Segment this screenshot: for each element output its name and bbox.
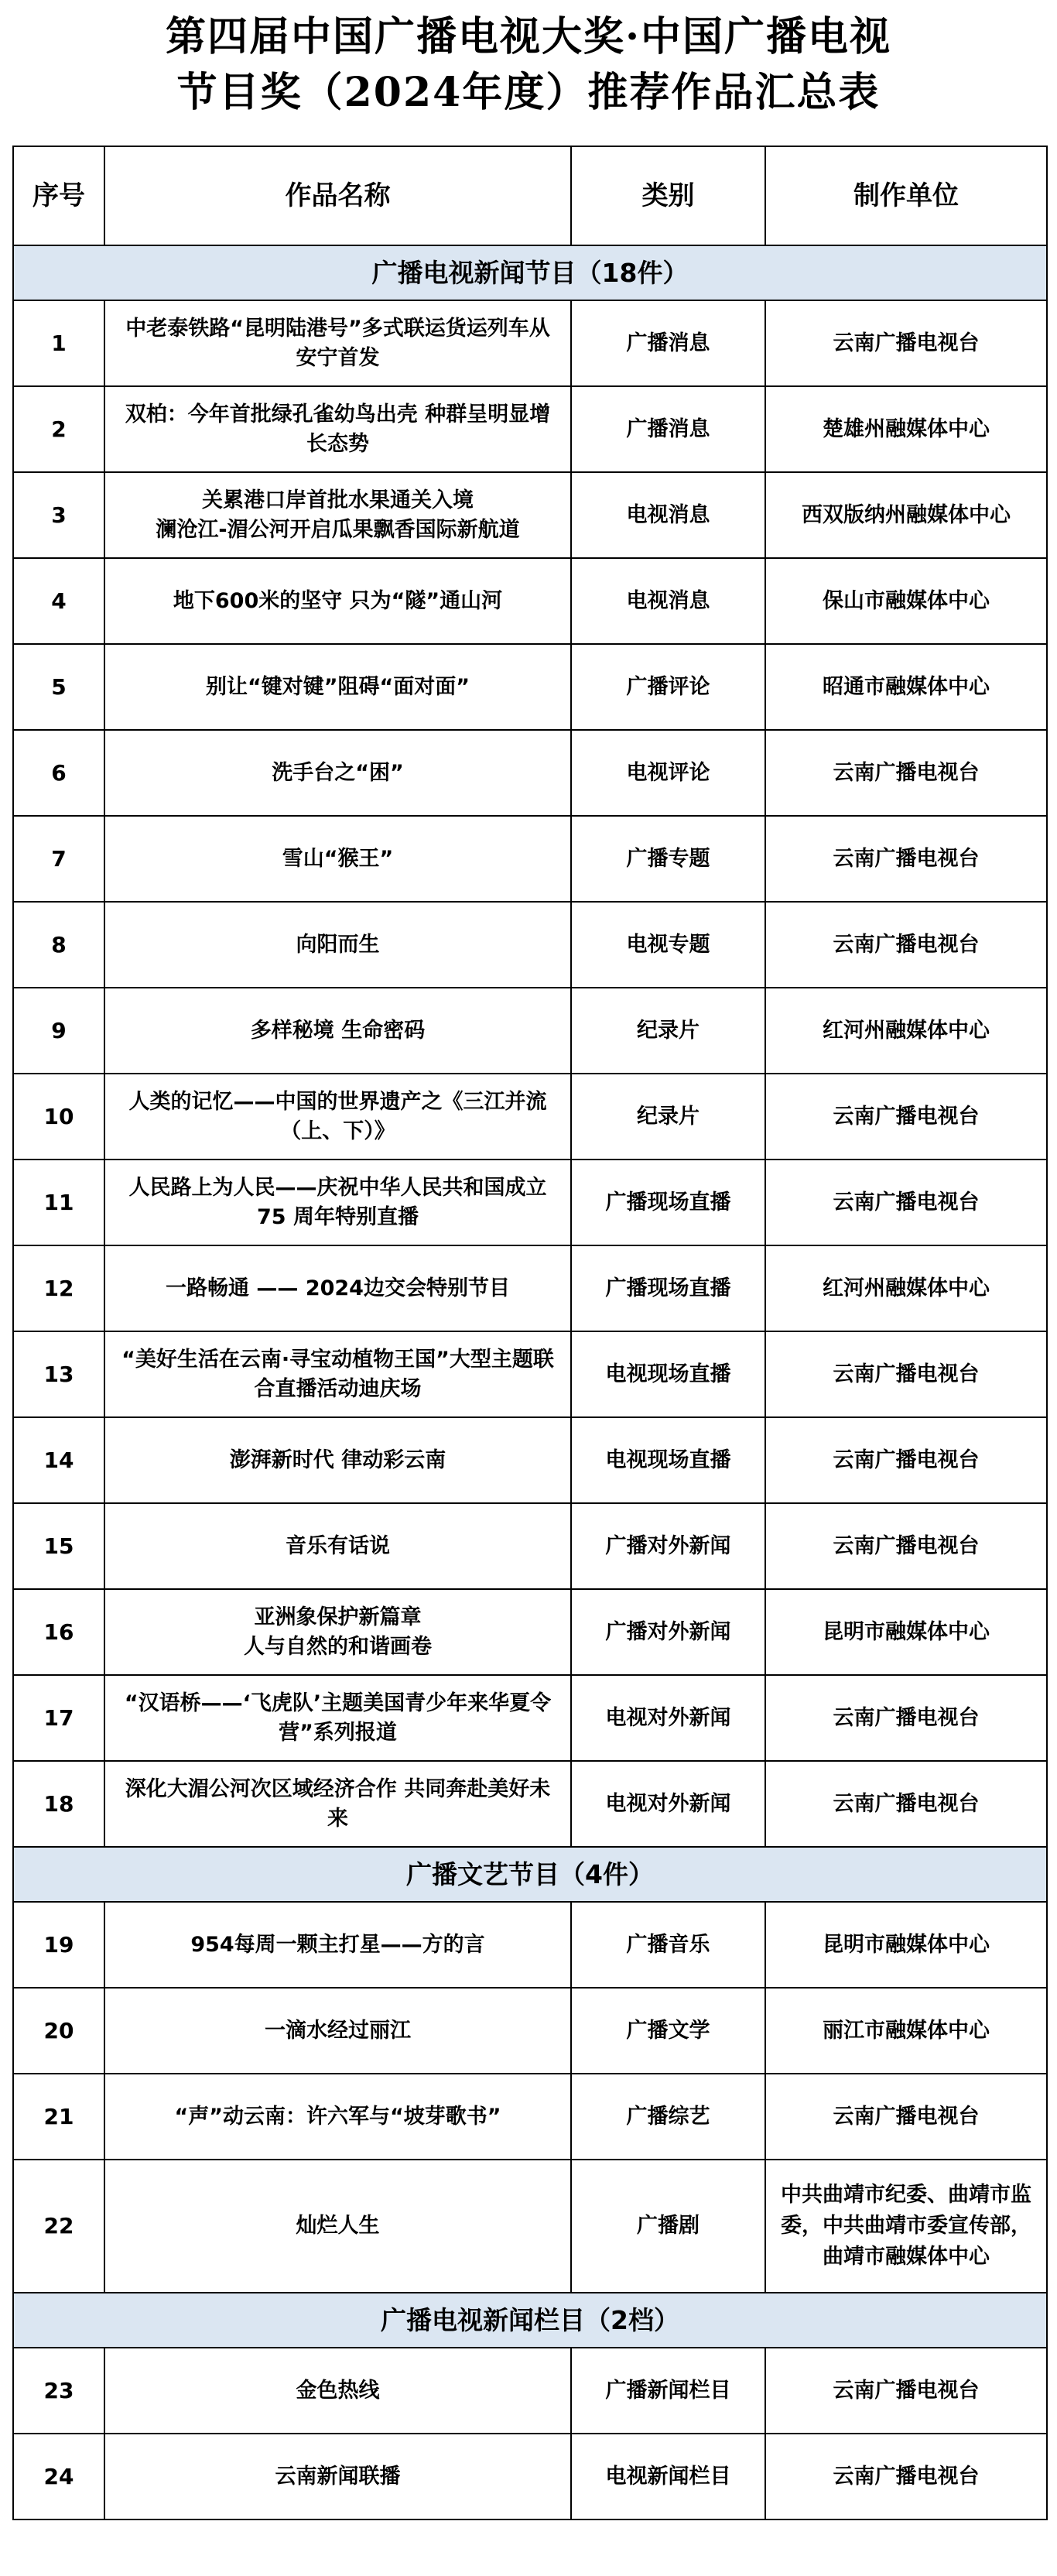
cell-category: 广播现场直播 — [571, 1160, 765, 1245]
cell-category: 广播对外新闻 — [571, 1589, 765, 1675]
cell-producer: 云南广播电视台 — [765, 730, 1047, 816]
cell-name: 一路畅通 —— 2024边交会特别节目 — [104, 1245, 571, 1331]
cell-producer: 丽江市融媒体中心 — [765, 1988, 1047, 2074]
cell-category: 广播文学 — [571, 1988, 765, 2074]
cell-category: 电视对外新闻 — [571, 1761, 765, 1847]
table-row — [13, 988, 1047, 1074]
cell-name: 双柏：今年首批绿孔雀幼鸟出壳 种群呈明显增长态势 — [104, 386, 571, 472]
cell-no: 14 — [13, 1417, 104, 1503]
cell-producer: 云南广播电视台 — [765, 1331, 1047, 1417]
table-row — [13, 644, 1047, 730]
header-category: 类别 — [571, 146, 765, 245]
header-name: 作品名称 — [104, 146, 571, 245]
table-row — [13, 2074, 1047, 2160]
section-title: 广播电视新闻节目（18件） — [13, 245, 1047, 300]
cell-producer: 昆明市融媒体中心 — [765, 1589, 1047, 1675]
table-row — [13, 472, 1047, 558]
cell-name: “声”动云南：许六军与“坡芽歌书” — [104, 2074, 571, 2160]
table-row — [13, 558, 1047, 644]
table-row — [13, 1160, 1047, 1245]
cell-no: 4 — [13, 558, 104, 644]
cell-no: 12 — [13, 1245, 104, 1331]
table-row — [13, 1988, 1047, 2074]
cell-name: 一滴水经过丽江 — [104, 1988, 571, 2074]
table-row — [13, 2434, 1047, 2519]
cell-producer: 云南广播电视台 — [765, 1761, 1047, 1847]
table-row — [13, 1417, 1047, 1503]
cell-name: 地下600米的坚守 只为“隧”通山河 — [104, 558, 571, 644]
cell-producer: 楚雄州融媒体中心 — [765, 386, 1047, 472]
title-line-1: 第四届中国广播电视大奖·中国广播电视 — [165, 13, 892, 60]
cell-producer: 红河州融媒体中心 — [765, 1245, 1047, 1331]
cell-name: 灿烂人生 — [104, 2160, 571, 2293]
cell-producer: 云南广播电视台 — [765, 2074, 1047, 2160]
cell-name: 深化大湄公河次区域经济合作 共同奔赴美好未来 — [104, 1761, 571, 1847]
cell-no: 6 — [13, 730, 104, 816]
cell-no: 1 — [13, 300, 104, 386]
cell-no: 5 — [13, 644, 104, 730]
cell-name: 洗手台之“困” — [104, 730, 571, 816]
cell-no: 13 — [13, 1331, 104, 1417]
cell-producer: 昭通市融媒体中心 — [765, 644, 1047, 730]
section-header-row — [13, 2293, 1047, 2348]
table-row — [13, 1074, 1047, 1160]
cell-producer: 云南广播电视台 — [765, 1074, 1047, 1160]
cell-producer: 云南广播电视台 — [765, 1160, 1047, 1245]
table-row — [13, 300, 1047, 386]
table-row — [13, 902, 1047, 988]
cell-no: 11 — [13, 1160, 104, 1245]
cell-no: 15 — [13, 1503, 104, 1589]
cell-name: 954每周一颗主打星——方的言 — [104, 1902, 571, 1988]
cell-producer: 保山市融媒体中心 — [765, 558, 1047, 644]
cell-no: 18 — [13, 1761, 104, 1847]
cell-no: 20 — [13, 1988, 104, 2074]
cell-name: 人类的记忆——中国的世界遗产之《三江并流（上、下）》 — [104, 1074, 571, 1160]
cell-category: 广播评论 — [571, 644, 765, 730]
cell-category: 纪录片 — [571, 1074, 765, 1160]
cell-name: “美好生活在云南·寻宝动植物王国”大型主题联合直播活动迪庆场 — [104, 1331, 571, 1417]
table-row — [13, 386, 1047, 472]
cell-category: 电视专题 — [571, 902, 765, 988]
cell-producer: 云南广播电视台 — [765, 1503, 1047, 1589]
cell-name: 多样秘境 生命密码 — [104, 988, 571, 1074]
header-no: 序号 — [13, 146, 104, 245]
cell-name: 雪山“猴王” — [104, 816, 571, 902]
cell-name: 中老泰铁路“昆明陆港号”多式联运货运列车从安宁首发 — [104, 300, 571, 386]
table-row — [13, 1503, 1047, 1589]
nominations-table — [12, 146, 1048, 2520]
cell-category: 电视现场直播 — [571, 1331, 765, 1417]
cell-no: 10 — [13, 1074, 104, 1160]
cell-name: 金色热线 — [104, 2348, 571, 2434]
cell-no: 24 — [13, 2434, 104, 2519]
cell-category: 广播消息 — [571, 386, 765, 472]
cell-no: 3 — [13, 472, 104, 558]
table-row — [13, 1675, 1047, 1761]
cell-category: 电视现场直播 — [571, 1417, 765, 1503]
cell-no: 21 — [13, 2074, 104, 2160]
cell-category: 纪录片 — [571, 988, 765, 1074]
cell-category: 广播剧 — [571, 2160, 765, 2293]
cell-name: “汉语桥——‘飞虎队’主题美国青少年来华夏令营”系列报道 — [104, 1675, 571, 1761]
cell-no: 9 — [13, 988, 104, 1074]
table-row — [13, 1761, 1047, 1847]
cell-no: 23 — [13, 2348, 104, 2434]
cell-category: 广播消息 — [571, 300, 765, 386]
cell-name: 人民路上为人民——庆祝中华人民共和国成立 75 周年特别直播 — [104, 1160, 571, 1245]
cell-no: 7 — [13, 816, 104, 902]
cell-category: 电视消息 — [571, 472, 765, 558]
cell-category: 电视消息 — [571, 558, 765, 644]
table-row — [13, 1902, 1047, 1988]
document-title — [0, 0, 1057, 146]
cell-producer: 云南广播电视台 — [765, 2434, 1047, 2519]
cell-category: 广播新闻栏目 — [571, 2348, 765, 2434]
cell-producer: 西双版纳州融媒体中心 — [765, 472, 1047, 558]
cell-name: 向阳而生 — [104, 902, 571, 988]
section-title: 广播文艺节目（4件） — [13, 1847, 1047, 1902]
cell-category: 电视对外新闻 — [571, 1675, 765, 1761]
cell-name: 云南新闻联播 — [104, 2434, 571, 2519]
table-row — [13, 730, 1047, 816]
section-header-row — [13, 245, 1047, 300]
cell-no: 22 — [13, 2160, 104, 2293]
cell-producer: 云南广播电视台 — [765, 816, 1047, 902]
table-body — [13, 245, 1047, 2519]
cell-producer: 中共曲靖市纪委、曲靖市监委，中共曲靖市委宣传部，曲靖市融媒体中心 — [765, 2160, 1047, 2293]
cell-category: 广播音乐 — [571, 1902, 765, 1988]
cell-name: 澎湃新时代 律动彩云南 — [104, 1417, 571, 1503]
cell-producer: 红河州融媒体中心 — [765, 988, 1047, 1074]
section-header-row — [13, 1847, 1047, 1902]
section-title: 广播电视新闻栏目（2档） — [13, 2293, 1047, 2348]
cell-producer: 云南广播电视台 — [765, 1675, 1047, 1761]
cell-category: 电视评论 — [571, 730, 765, 816]
cell-name: 别让“键对键”阻碍“面对面” — [104, 644, 571, 730]
cell-producer: 云南广播电视台 — [765, 1417, 1047, 1503]
cell-category: 广播现场直播 — [571, 1245, 765, 1331]
title-line-2: 节目奖（2024年度）推荐作品汇总表 — [176, 69, 881, 116]
cell-name: 亚洲象保护新篇章 人与自然的和谐画卷 — [104, 1589, 571, 1675]
cell-category: 广播综艺 — [571, 2074, 765, 2160]
table-row — [13, 1589, 1047, 1675]
table-row — [13, 1331, 1047, 1417]
cell-name: 关累港口岸首批水果通关入境 澜沧江-湄公河开启瓜果飘香国际新航道 — [104, 472, 571, 558]
table-row — [13, 2160, 1047, 2293]
cell-no: 2 — [13, 386, 104, 472]
header-producer: 制作单位 — [765, 146, 1047, 245]
cell-category: 电视新闻栏目 — [571, 2434, 765, 2519]
table-row — [13, 2348, 1047, 2434]
cell-category: 广播专题 — [571, 816, 765, 902]
cell-no: 8 — [13, 902, 104, 988]
cell-producer: 云南广播电视台 — [765, 902, 1047, 988]
table-row — [13, 816, 1047, 902]
cell-producer: 云南广播电视台 — [765, 2348, 1047, 2434]
cell-no: 17 — [13, 1675, 104, 1761]
cell-no: 16 — [13, 1589, 104, 1675]
cell-name: 音乐有话说 — [104, 1503, 571, 1589]
table-header-row — [13, 146, 1047, 245]
cell-producer: 昆明市融媒体中心 — [765, 1902, 1047, 1988]
cell-category: 广播对外新闻 — [571, 1503, 765, 1589]
table-row — [13, 1245, 1047, 1331]
cell-producer: 云南广播电视台 — [765, 300, 1047, 386]
cell-no: 19 — [13, 1902, 104, 1988]
